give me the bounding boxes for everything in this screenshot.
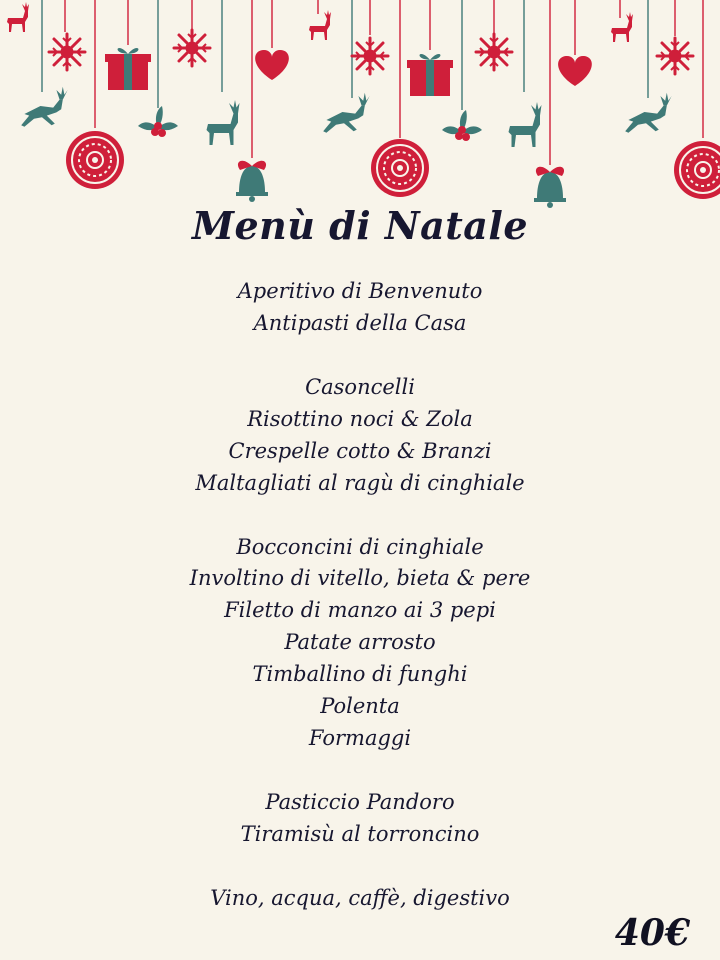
menu-item: Casoncelli (305, 374, 415, 399)
menu-item: Pasticcio Pandoro (265, 790, 455, 814)
snowflake-icon (657, 38, 693, 74)
menu-item: Involtino di vitello, bieta & pere (189, 566, 531, 591)
menu-item: Antipasti della Casa (253, 310, 467, 335)
holly-icon (138, 106, 178, 137)
menu-spacer (0, 851, 720, 883)
menu-spacer (0, 500, 720, 532)
bell-icon (236, 161, 268, 202)
menu-item: Formaggi (308, 726, 412, 751)
menu-item: Patate arrosto (284, 630, 436, 655)
menu-item: Aperitivo di Benvenuto (237, 279, 483, 303)
gift-box-icon (105, 48, 151, 90)
heart-icon (558, 56, 592, 86)
menu-item: Tiramisù al torroncino (240, 821, 480, 846)
heart-icon (255, 50, 289, 80)
menu-item: Vino, acqua, caffè, digestivo (210, 885, 510, 910)
menu-item: Risottino noci & Zola (247, 406, 473, 431)
deer-icon (7, 2, 29, 32)
deer-icon (207, 100, 240, 145)
ornament-ball-icon (674, 141, 720, 199)
menu-title: Menù di Natale (191, 203, 529, 248)
menu-item: Bocconcini di cinghiale (236, 534, 484, 559)
holly-icon (442, 110, 482, 141)
deer-icon (309, 10, 331, 40)
gift-box-icon (407, 54, 453, 96)
snowflake-icon (476, 34, 512, 70)
snowflake-icon (174, 30, 210, 66)
menu-spacer (0, 340, 720, 372)
deer-icon (509, 102, 542, 147)
menu-item: Maltagliati al ragù di cinghiale (195, 470, 525, 495)
deer-icon (625, 93, 671, 133)
menu-item: Crespelle cotto & Branzi (228, 438, 492, 463)
menu-list (0, 276, 720, 915)
menu-spacer (0, 755, 720, 787)
snowflake-icon (352, 38, 388, 74)
deer-icon (611, 12, 633, 42)
menu-item: Filetto di manzo ai 3 pepi (224, 598, 496, 623)
deer-icon (323, 93, 369, 133)
snowflake-icon (49, 34, 85, 70)
ornament-ball-icon (66, 131, 124, 189)
menu-item: Polenta (320, 694, 400, 719)
christmas-decoration-garland (0, 0, 720, 215)
price-label: 40€ (614, 912, 690, 954)
menu-item: Timballino di funghi (252, 662, 468, 687)
deer-icon (21, 87, 67, 127)
ornament-ball-icon (371, 139, 429, 197)
